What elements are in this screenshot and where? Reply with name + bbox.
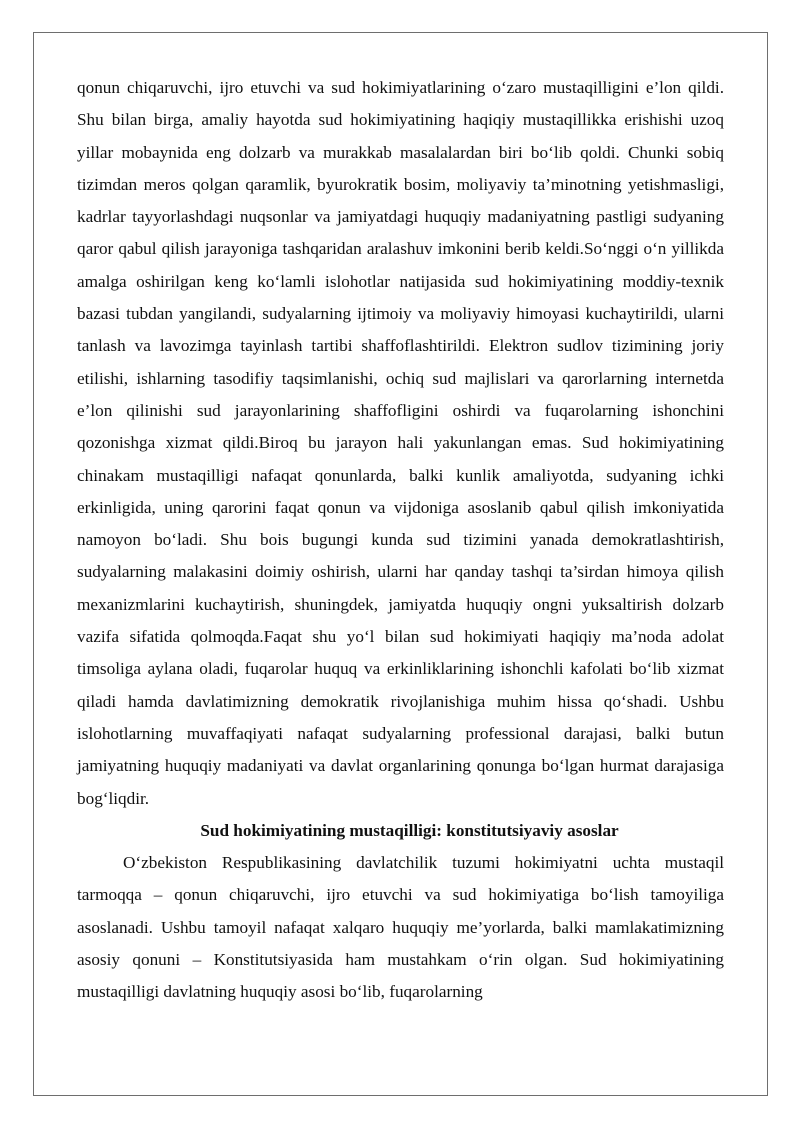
body-paragraph: qonun chiqaruvchi, ijro etuvchi va sud hokimiyatlarining o‘zaro mustaqilligini e’lon qildi. Shu bilan birga, amaliy hayotda sud hokimiyatining haqiqiy mustaqillikka erishishi uzoq yillar mobaynida eng dolzarb va murakkab masalalardan biri bo‘lib qoldi. Chunki sobiq tizimdan meros qolgan qaramlik, byurokratik bosim, moliyaviy ta’minotning yetishmasligi, kadrlar tayyorlashdagi nuqsonlar va jamiyatdagi huquqiy madaniyatning pastligi sudyaning qaror qabul qilish jarayoniga tashqaridan aralashuv imkonini berib keldi.So‘nggi o‘n yillikda amalga oshirilgan keng ko‘lamli islohotlar natijasida sud hokimiyatining moddiy-texnik bazasi tubdan yangilandi, sudyalarning ijtimoiy va moliyaviy himoyasi kuchaytirildi, ularni tanlash va lavozimga tayinlash tartibi shaffoflashtirildi. Elektron sudlov tizimining joriy etilishi, ishlarning tasodifiy taqsimlanishi, ochiq sud majlislari va qarorlarning internetda e’lon qilinishi sud jarayonlarining shaffofligini oshirdi va fuqarolarning ishonchini qozonishga xizmat qildi.Biroq bu jarayon hali yakunlangan emas. Sud hokimiyatining chinakam mustaqilligi nafaqat qonunlarda, balki kunlik amaliyotda, sudyaning ichki erkinligida, uning qarorini faqat qonun va vijdoniga asoslanib qabul qilish imkoniyatida namoyon bo‘ladi. Shu bois bugungi kunda sud tizimini yanada demokratlashtirish, sudyalarning malakasini doimiy oshirish, ularni har qanday tashqi ta’sirdan himoya qilish mexanizmlarini kuchaytirish, shuningdek, jamiyatda huquqiy ongni yuksaltirish dolzarb vazifa sifatida qolmoqda.Faqat shu yo‘l bilan sud hokimiyati haqiqiy ma’noda adolat timsoliga aylana oladi, fuqarolar huquq va erkinliklarining ishonchli kafolati bo‘lib xizmat qiladi hamda davlatimizning demokratik rivojlanishiga muhim hissa qo‘shadi. Ushbu islohotlarning muvaffaqiyati nafaqat sudyalarning professional darajasi, balki butun jamiyatning huquqiy madaniyati va davlat organlarining qonunga bo‘lgan hurmat darajasiga bog‘liqdir.: [77, 78, 724, 808]
document-body: [77, 72, 724, 1009]
body-paragraph: O‘zbekiston Respublikasining davlatchilik tuzumi hokimiyatni uchta mustaqil tarmoqqa – qonun chiqaruvchi, ijro etuvchi va sud hokimiyatiga bo‘lish tamoyiliga asoslanadi. Ushbu tamoyil nafaqat xalqaro huquqiy me’yorlarda, balki mamlakatimizning asosiy qonuni – Konstitutsiyasida ham mustahkam o‘rin olgan. Sud hokimiyatining mustaqilligi davlatning huquqiy asosi bo‘lib, fuqarolarning: [77, 853, 724, 1002]
section-heading: Sud hokimiyatining mustaqilligi: konstitutsiyaviy asoslar: [200, 820, 619, 840]
